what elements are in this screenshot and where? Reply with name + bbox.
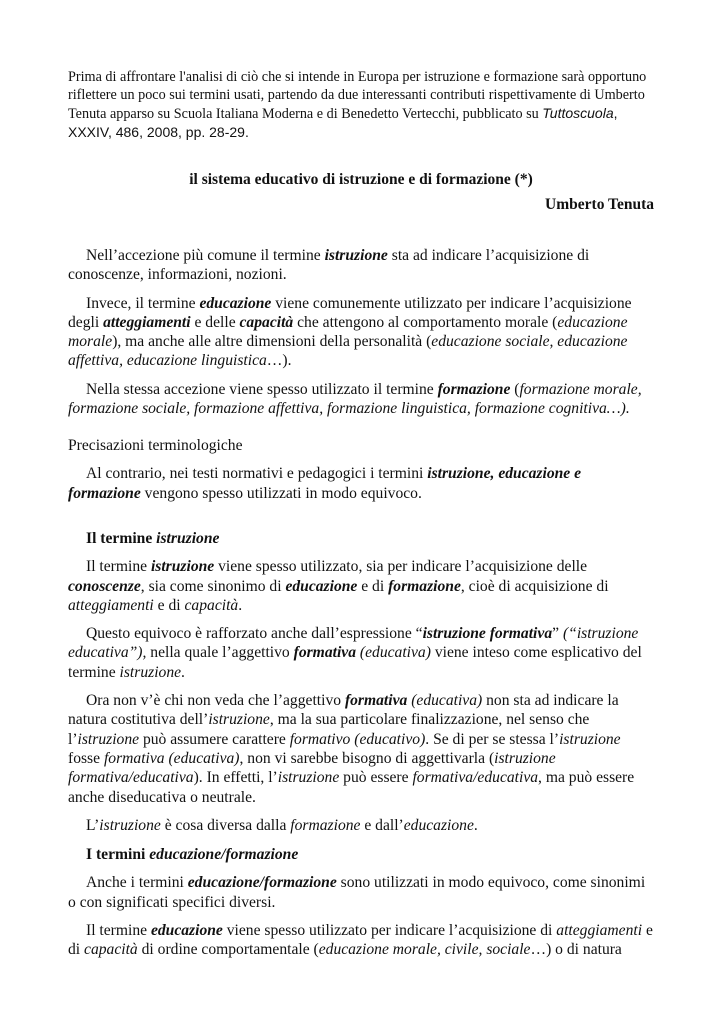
- intro-text: Prima di affrontare l'analisi di ciò che si intende in Europa per istruzione e formazione sarà opportuno riflettere un poco sui termini usati, partendo da due interessanti contributi rispettivamente di Umberto Tenuta apparso su Scuola Italiana Moderna e di Benedetto Vertecchi, pubblicato su: [68, 69, 647, 122]
- paragraph-istruzione: Nell’accezione più comune il termine istruzione sta ad indicare l’acquisizione di conoscenze, informazioni, nozioni.: [68, 247, 590, 284]
- section-istruzione-heading: Il termine istruzione: [86, 530, 220, 547]
- section-istruzione: [68, 529, 654, 835]
- precisazioni-paragraph: Al contrario, nei testi normativi e pedagogici i termini istruzione, educazione e formazione vengono spesso utilizzati in modo equivoco.: [68, 465, 582, 502]
- citation-details: , XXXIV, 486, 2008, pp. 28-29.: [68, 105, 618, 140]
- section-istruzione-paragraph-1: Il termine istruzione viene spesso utilizzato, sia per indicare l’acquisizione delle conoscenze, sia come sinonimo di educazione e di formazione, cioè di acquisizione di atteggiamenti e di capacità.: [68, 558, 609, 614]
- citation-journal: Tuttoscuola: [542, 105, 614, 121]
- intro-paragraph: [68, 68, 654, 142]
- opening-paragraphs: [68, 246, 654, 418]
- section-educazione-formazione: [68, 845, 654, 959]
- section-educazione-formazione-paragraph-2: Il termine educazione viene spesso utilizzato per indicare l’acquisizione di atteggiamenti e di capacità di ordine comportamentale (educazione morale, civile, sociale…) o di natura: [68, 921, 653, 959]
- section-istruzione-paragraph-4: L’istruzione è cosa diversa dalla formazione e dall’educazione.: [86, 816, 478, 834]
- section-educazione-formazione-heading: I termini educazione/formazione: [86, 846, 299, 863]
- paragraph-educazione: Invece, il termine educazione viene comunemente utilizzato per indicare l’acquisizione degli atteggiamenti e delle capacità che attengono al comportamento morale (educazione morale), ma anche alle altre dimensioni della personalità (educazione sociale, educazione affettiva, educazione linguistica…).: [68, 294, 632, 370]
- precisazioni-heading: Precisazioni terminologiche: [68, 437, 243, 454]
- section-istruzione-paragraph-3: Ora non v’è chi non veda che l’aggettivo formativa (educativa) non sta ad indicare la natura costitutiva dell’istruzione, ma la sua particolare finalizzazione, nel senso che l’istruzione può assumere carattere formativo (educativo). Se di per se stessa l’istruzione fosse formativa (educativa), non vi sarebbe bisogno di aggettivarla (istruzione formativa/educativa). In effetti, l’istruzione può essere formativa/educativa, ma può essere anche diseducativa o neutrale.: [68, 692, 635, 806]
- document-title: il sistema educativo di istruzione e di formazione (*): [189, 171, 533, 188]
- precisazioni-section: [68, 436, 654, 503]
- paragraph-formazione: Nella stessa accezione viene spesso utilizzato il termine formazione (formazione morale, formazione sociale, formazione affettiva, formazione linguistica, formazione cognitiva…).: [68, 380, 642, 418]
- section-educazione-formazione-paragraph-1: Anche i termini educazione/formazione sono utilizzati in modo equivoco, come sinonimi o con significati specifici diversi.: [68, 874, 646, 911]
- document-page: [68, 68, 654, 959]
- section-istruzione-paragraph-2: Questo equivoco è rafforzato anche dall’espressione “istruzione formativa” (“istruzione educativa”), nella quale l’aggettivo formativa (educativa) viene inteso come esplicativo del termine istruzione.: [68, 625, 642, 681]
- document-author: Umberto Tenuta: [545, 196, 654, 213]
